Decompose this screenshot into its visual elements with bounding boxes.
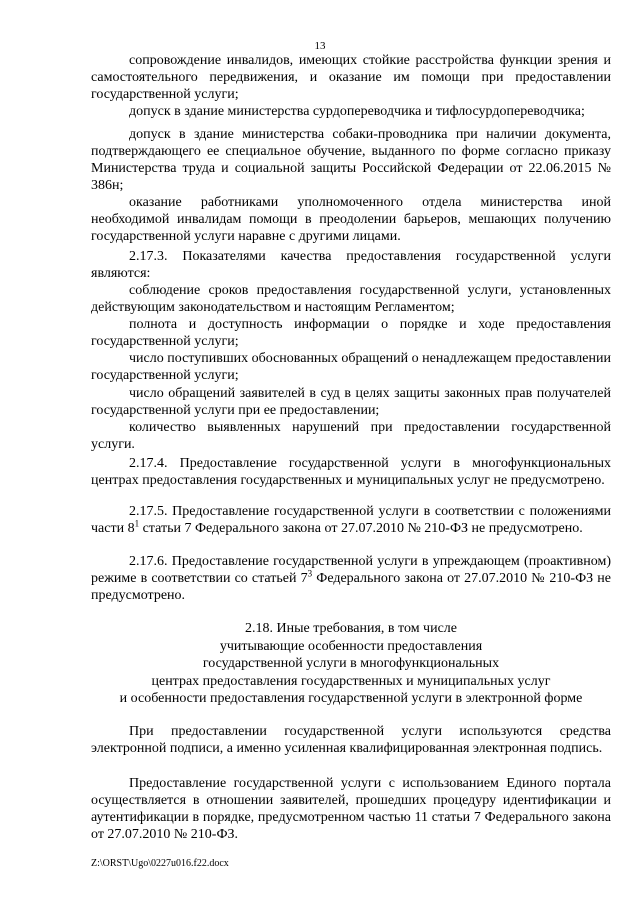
- footer-file-path: Z:\ORST\Ugo\0227u016.f22.docx: [91, 858, 229, 869]
- superscript-3: 3: [307, 568, 313, 579]
- section-heading-2-18: [91, 620, 611, 708]
- heading-line: 2.18. Иные требования, в том числе: [245, 621, 457, 636]
- paragraph-court-appeals: число обращений заявителей в суд в целях защиты законных прав получателей государственной услуги при ее предоставлении;: [91, 386, 611, 418]
- heading-line: государственной услуги в многофункциональных: [202, 656, 500, 671]
- paragraph-2-17-5-text: 2.17.5. Предоставление государственной услуги в соответствии с положениями части 8: [91, 504, 611, 536]
- paragraph-electronic-signature: При предоставлении государственной услуги используются средства электронной подписи, а именно усиленная квалифицированная электронная подпись.: [91, 724, 611, 756]
- paragraph-2-17-6: [91, 553, 611, 604]
- paragraph-sign-interpreter: допуск в здание министерства сурдопереводчика и тифлосурдопереводчика;: [129, 104, 585, 119]
- paragraph-violations: количество выявленных нарушений при предоставлении государственной услуги.: [91, 420, 611, 452]
- paragraph-escort-disabled: сопровождение инвалидов, имеющих стойкие расстройства функции зрения и самостоятельного передвижения, и оказание им помощи при предоставлении государственной услуги;: [91, 53, 611, 102]
- paragraph-2-17-5-tail: статьи 7 Федерального закона от 27.07.2010 № 210-ФЗ не предусмотрено.: [139, 521, 583, 536]
- paragraph-unified-portal: Предоставление государственной услуги с использованием Единого портала осуществляется в отношении заявителей, прошедших процедуру идентификации и аутентификации в порядке, предусмотренном частью 11 статьи 7 Федерального закона от 27.07.2010 № 210-ФЗ.: [91, 776, 611, 842]
- page-number: 13: [314, 40, 326, 52]
- paragraph-guide-dog: допуск в здание министерства собаки-проводника при наличии документа, подтверждающего ее специальное обучение, выданного по форме согласно приказу Министерства труда и социальной защиты Российской Федерации от 22.06.2015 № 386н;: [91, 127, 611, 193]
- paragraph-deadlines: соблюдение сроков предоставления государственной услуги, установленных действующим законодательством и настоящим Регламентом;: [91, 283, 611, 315]
- heading-line: учитывающие особенности предоставления: [219, 638, 483, 654]
- paragraph-information: полнота и доступность информации о порядке и ходе предоставления государственной услуги;: [91, 317, 611, 349]
- heading-line: и особенности предоставления государственной услуги в электронной форме: [119, 691, 583, 706]
- paragraph-complaints: число поступивших обоснованных обращений о ненадлежащем предоставлении государственной услуги;: [91, 351, 611, 383]
- paragraph-2-17-5: [91, 503, 611, 537]
- paragraph-staff-assistance: оказание работниками уполномоченного отдела министерства иной необходимой инвалидам помощи в преодолении барьеров, мешающих получению государственной услуги наравне с другими лицами.: [91, 195, 611, 244]
- paragraph-2-17-3: 2.17.3. Показателями качества предоставления государственной услуги являются:: [91, 249, 611, 281]
- paragraph-2-17-6-text: 2.17.6. Предоставление государственной услуги в упреждающем (проактивном) режиме в соответствии со статьей 7: [91, 554, 611, 586]
- paragraph-2-17-4: 2.17.4. Предоставление государственной услуги в многофункциональных центрах предоставления государственных и муниципальных услуг не предусмотрено.: [91, 456, 611, 488]
- superscript-1: 1: [134, 518, 140, 529]
- heading-line: центрах предоставления государственных и муниципальных услуг: [151, 673, 551, 689]
- paragraph-2-17-6-tail: Федерального закона от 27.07.2010 № 210-ФЗ не предусмотрено.: [91, 571, 611, 603]
